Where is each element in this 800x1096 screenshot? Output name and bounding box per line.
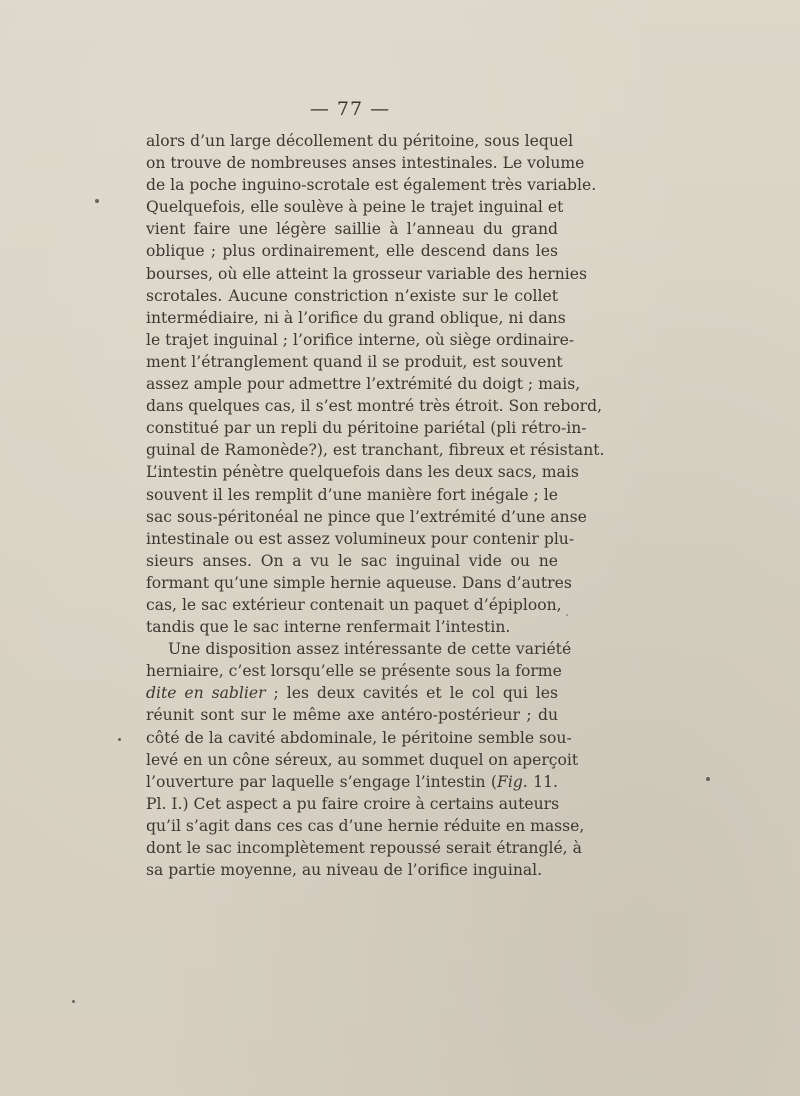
text-line: L’intestin pénètre quelquefois dans les deux sacs, mais — [146, 463, 579, 482]
text-line: herniaire, c’est lorsqu’elle se présente sous la forme — [146, 662, 562, 681]
paper-speck — [95, 199, 99, 203]
text-line: sa partie moyenne, au niveau de l’orifice inguinal. — [146, 861, 543, 880]
text-line: cas, le sac extérieur contenait un paquet d’épiploon, — [146, 595, 562, 614]
text-line: Quelquefois, elle soulève à peine le trajet inguinal et — [146, 198, 564, 217]
text-line: oblique ; plus ordinairement, elle descend dans les — [146, 242, 558, 261]
text-line: souvent il les remplit d’une manière fort inégale ; le — [146, 485, 558, 504]
paper-speck — [566, 614, 568, 616]
page-number: — 77 — — [309, 98, 391, 120]
text-line: guinal de Ramonède?), est tranchant, fibreux et résistant. — [146, 441, 605, 460]
body-text — [146, 130, 605, 881]
text-line: qu’il s’agit dans ces cas d’une hernie réduite en masse, — [146, 816, 585, 835]
paragraph-1 — [146, 130, 605, 638]
text-line: bourses, où elle atteint la grosseur variable des hernies — [146, 264, 588, 283]
text-line: dans quelques cas, il s’est montré très étroit. Son rebord, — [146, 397, 603, 416]
text-segment: ; les deux cavités et le col qui les — [265, 684, 558, 703]
text-line: dont le sac incomplètement repoussé serait étranglé, à — [146, 839, 582, 857]
text-line: sac sous-péritonéal ne pince que l’extrémité d’une anse — [146, 507, 587, 526]
text-line: intestinale ou est assez volumineux pour contenir plu- — [146, 529, 575, 548]
text-line: vient faire une légère saillie à l’anneau du grand — [146, 220, 558, 239]
text-line: Une disposition assez intéressante de cette variété — [168, 640, 572, 659]
text-segment: l’ouverture par laquelle s’engage l’intestin ( — [146, 772, 498, 791]
text-line: tandis que le sac interne renfermait l’intestin. — [146, 618, 511, 637]
text-line: formant qu’une simple hernie aqueuse. Dans d’autres — [146, 573, 572, 592]
paper-speck — [706, 777, 710, 781]
text-line: Pl. I.) Cet aspect a pu faire croire à certains auteurs — [146, 794, 560, 813]
paper-speck — [72, 1000, 75, 1003]
text-line: de la poche inguino-scrotale est également très variable. — [146, 176, 597, 195]
text-line: alors d’un large décollement du péritoine, sous lequel — [146, 132, 574, 150]
italic-phrase: Fig. — [497, 772, 528, 791]
text-line: scrotales. Aucune constriction n’existe sur le collet — [146, 286, 558, 305]
text-line: ment l’étranglement quand il se produit, est souvent — [146, 352, 563, 371]
paragraph-2 — [146, 638, 585, 881]
text-line: assez ample pour admettre l’extrémité du doigt ; mais, — [146, 375, 581, 394]
text-line: le trajet inguinal ; l’orifice interne, où siège ordinaire- — [146, 330, 575, 349]
paper-speck — [118, 738, 121, 741]
text-line: intermédiaire, ni à l’orifice du grand oblique, ni dans — [146, 308, 566, 327]
text-line: côté de la cavité abdominale, le péritoine semble sou- — [146, 728, 572, 747]
text-line: constitué par un repli du péritoine pariétal (pli rétro-in- — [146, 419, 587, 438]
text-line: on trouve de nombreuses anses intestinales. Le volume — [146, 154, 585, 173]
text-line: levé en un cône séreux, au sommet duquel on aperçoit — [146, 750, 579, 769]
text-line: sieurs anses. On a vu le sac inguinal vide ou ne — [146, 551, 558, 570]
text-segment: 11. — [527, 772, 558, 791]
text-line-with-italic — [146, 771, 558, 793]
text-line-with-italic — [146, 682, 558, 704]
italic-phrase: dite en sablier — [146, 684, 266, 703]
text-line: réunit sont sur le même axe antéro-postérieur ; du — [146, 706, 558, 725]
